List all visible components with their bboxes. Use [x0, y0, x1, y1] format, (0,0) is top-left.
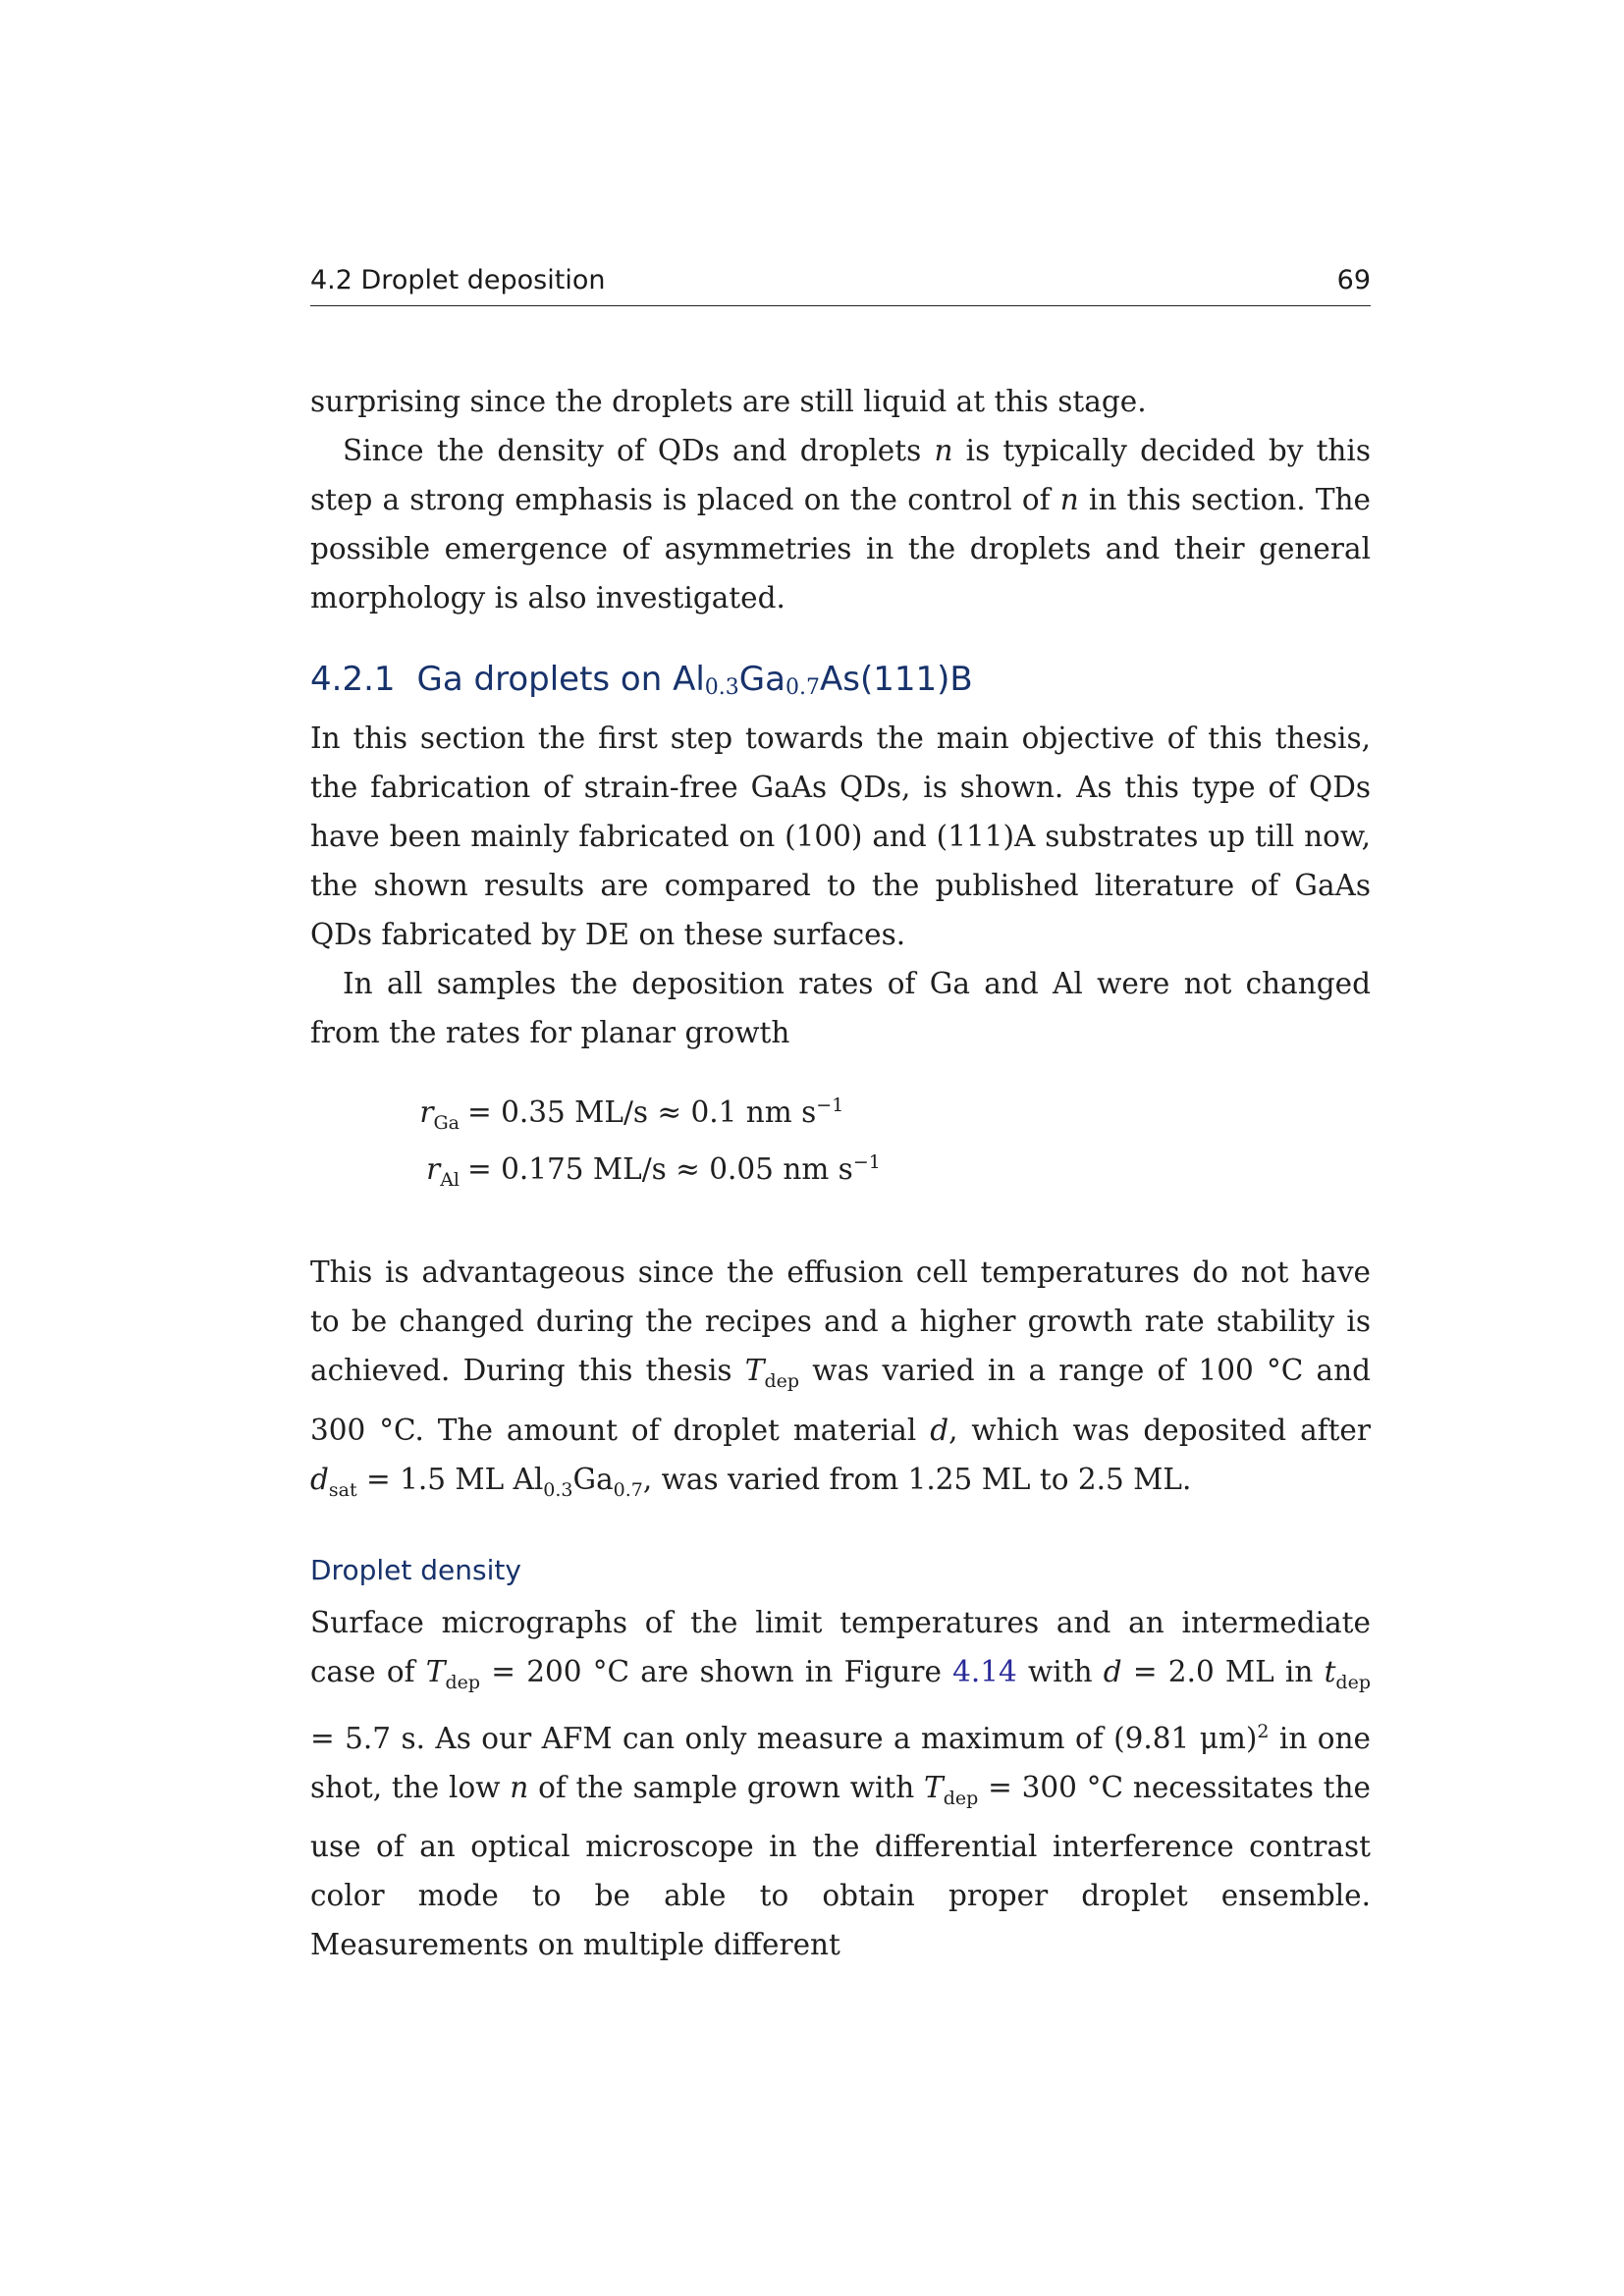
text-run: is typically decided by this step a strong emphasis is placed on the control of	[310, 434, 1372, 516]
section-title-part: Ga droplets on Al	[416, 660, 705, 699]
text-run: , which was deposited after	[948, 1413, 1371, 1447]
figure-reference-link[interactable]: 4.14	[952, 1654, 1017, 1688]
text-run: = 5.7 s. As our AFM can only measure a maximum of (9.81 μm)	[310, 1721, 1258, 1755]
math-symbol: d	[930, 1413, 949, 1447]
paragraph-effusion	[310, 1248, 1371, 1515]
paragraph-deposition-rates: In all samples the deposition rates of Ga and Al were not changed from the rates for planar growth	[310, 967, 1371, 1049]
running-header-section: 4.2 Droplet deposition	[310, 265, 606, 295]
page-content	[310, 265, 1371, 1969]
text-run: of the sample grown with	[528, 1770, 925, 1804]
section-number: 4.2.1	[310, 660, 396, 699]
paragraph-density-intro	[310, 426, 1371, 622]
text-run: with	[1016, 1654, 1104, 1688]
math-exponent: −1	[816, 1095, 844, 1116]
math-subscript: dep	[943, 1787, 979, 1809]
math-symbol: d	[310, 1462, 329, 1496]
math-symbol: T	[924, 1770, 944, 1804]
math-subscript: dep	[1335, 1671, 1371, 1693]
text-run: = 200 °C are shown in Figure	[480, 1654, 953, 1688]
section-title-subscript: 0.7	[785, 675, 820, 700]
math-subscript: Ga	[433, 1111, 460, 1134]
section-title-part: Ga	[738, 660, 785, 699]
math-n: n	[934, 434, 953, 467]
math-exponent: −1	[852, 1151, 881, 1173]
equation-rate-al	[381, 1151, 1371, 1208]
text-run: = 2.0 ML in	[1121, 1654, 1325, 1688]
paragraph-continuation: surprising since the droplets are still liquid at this stage.	[310, 385, 1147, 418]
text-run: in this section. The possible emergence of asymmetries in the droplets and their general morphology is also investigated.	[310, 483, 1371, 614]
math-subscript: Al	[440, 1168, 460, 1191]
paragraph-section-intro: In this section the first step towards the main objective of this thesis, the fabrication of strain-free GaAs QDs, is shown. As this type of QDs have been mainly fabricated on (100) and (111)A substrates up till now, the shown results are compared to the published literature of GaAs QDs fabricated by DE on these surfaces.	[310, 721, 1371, 951]
section-title-part: As(111)B	[819, 660, 973, 699]
math-symbol: r	[426, 1151, 441, 1186]
text-run: = 300 °C necessitates the use of an optical microscope in the differential interference contrast color mode to be able to obtain proper droplet ensemble. Measurements on multiple different	[310, 1770, 1371, 1962]
math-exponent: 2	[1257, 1720, 1270, 1742]
math-subscript: 0.7	[613, 1478, 643, 1501]
equation-lhs	[381, 1152, 460, 1191]
text-run: = 1.5 ML Al	[356, 1462, 544, 1496]
math-symbol: T	[744, 1354, 765, 1387]
math-n: n	[1059, 483, 1079, 516]
math-symbol: n	[510, 1770, 529, 1804]
equation-rhs	[460, 1095, 843, 1129]
math-subscript: sat	[328, 1478, 357, 1501]
paragraph-droplet-density	[310, 1598, 1371, 1970]
math-expression: = 0.35 ML/s ≈ 0.1 nm s	[467, 1095, 817, 1129]
equation-block	[310, 1095, 1371, 1208]
math-expression: = 0.175 ML/s ≈ 0.05 nm s	[467, 1151, 853, 1186]
subsection-heading: Droplet density	[310, 1553, 521, 1586]
text-run: , was varied from 1.25 ML to 2.5 ML.	[642, 1462, 1192, 1496]
section-title-subscript: 0.3	[704, 675, 739, 700]
math-subscript: dep	[445, 1671, 481, 1693]
text-run: Since the density of QDs and droplets	[343, 434, 935, 467]
text-run: Ga	[572, 1462, 614, 1496]
equation-rate-ga	[381, 1095, 1371, 1151]
section-heading	[310, 660, 1371, 700]
text-run: was varied in a range of 100 °C and 300 °C. The amount of droplet material	[310, 1354, 1371, 1447]
math-symbol: r	[419, 1095, 434, 1129]
running-header	[310, 265, 1371, 306]
math-subscript: 0.3	[543, 1478, 573, 1501]
equation-lhs	[381, 1095, 460, 1134]
math-symbol: T	[425, 1654, 446, 1688]
math-symbol: t	[1324, 1654, 1336, 1688]
text-run: Surface micrographs of the limit temperatures and an intermediate case of	[310, 1605, 1371, 1688]
text-run: in one shot, the low	[310, 1721, 1371, 1804]
page-number: 69	[1336, 265, 1371, 295]
math-subscript: dep	[764, 1369, 800, 1392]
equation-rhs	[460, 1151, 881, 1186]
text-run: This is advantageous since the effusion cell temperatures do not have to be changed during the recipes and a higher growth rate stability is achieved. During this thesis	[310, 1255, 1371, 1387]
math-symbol: d	[1103, 1654, 1122, 1688]
